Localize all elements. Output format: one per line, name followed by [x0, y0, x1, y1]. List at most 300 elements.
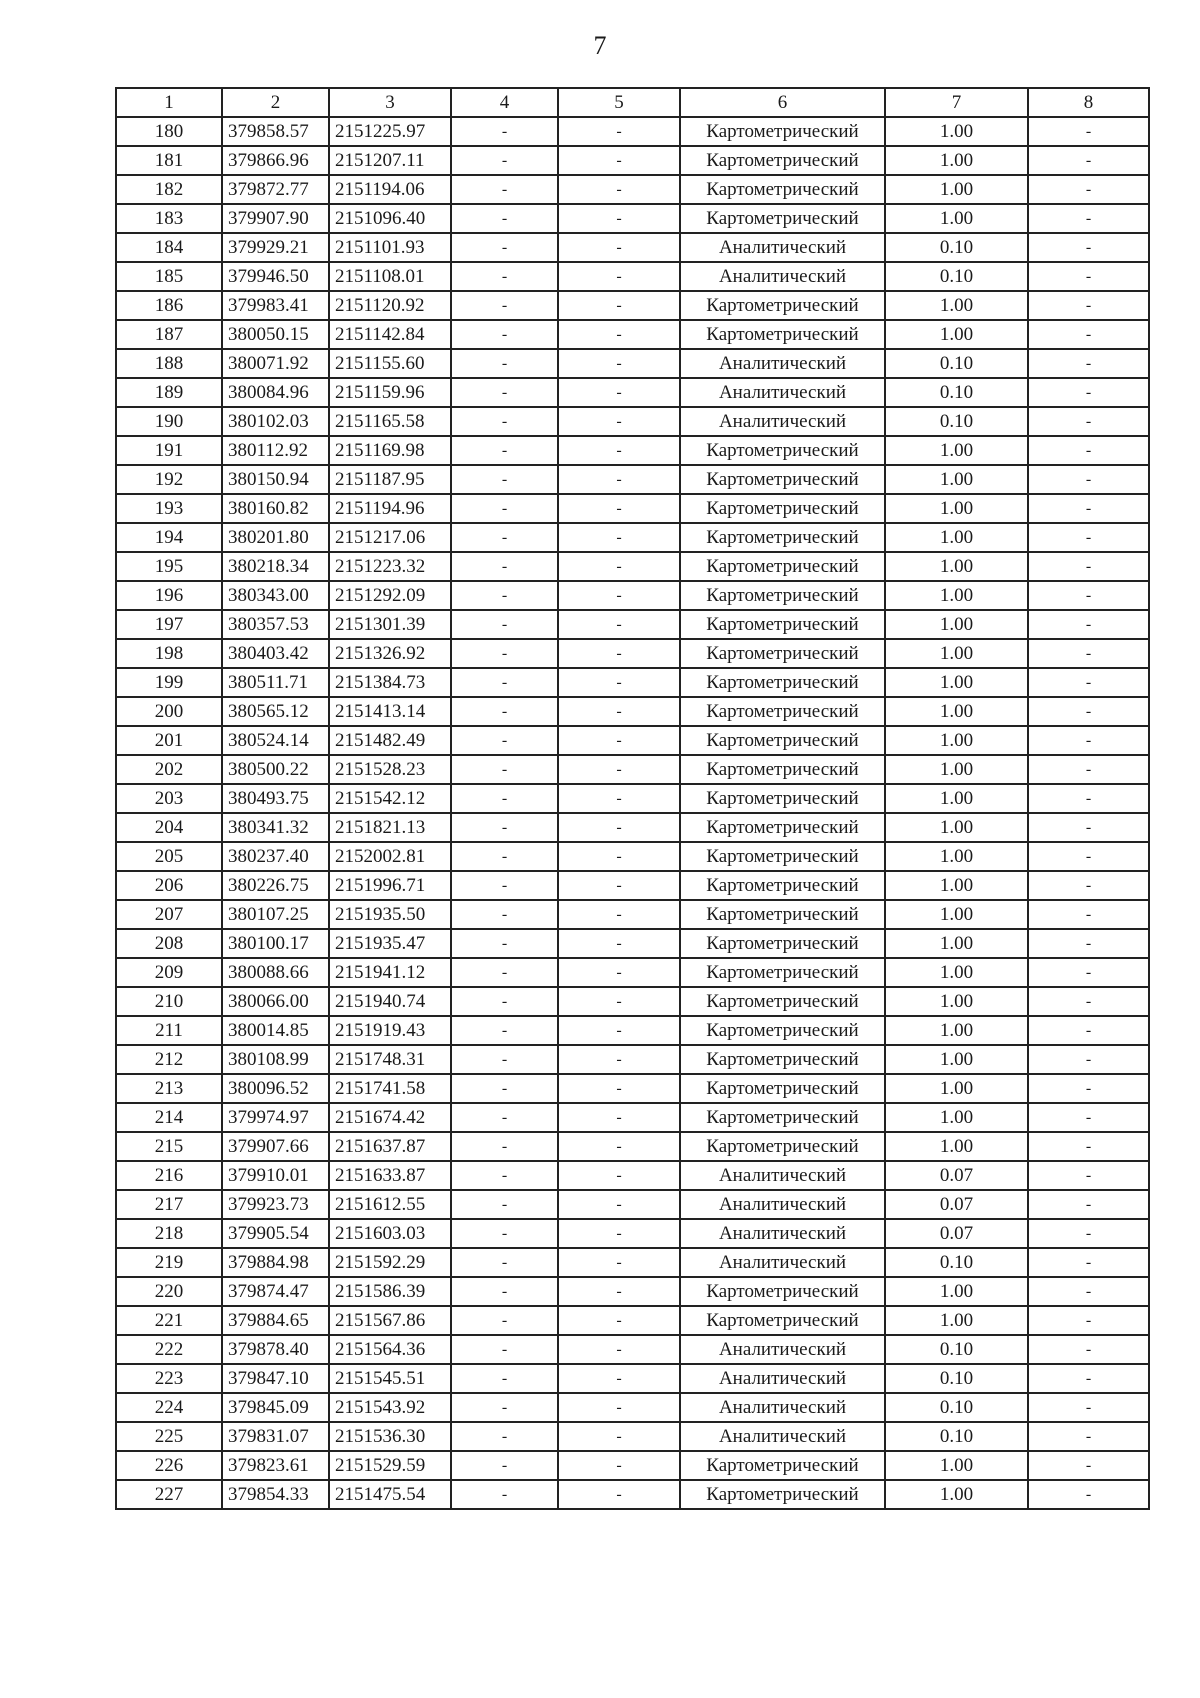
cell-col-4-value: - [451, 552, 558, 581]
cell-col-8-value: - [1028, 1277, 1149, 1306]
cell-accuracy: 0.10 [885, 262, 1028, 291]
cell-point-number: 180 [116, 117, 222, 146]
cell-col-4-value: - [451, 784, 558, 813]
table-row [116, 1335, 1149, 1364]
cell-accuracy: 1.00 [885, 1045, 1028, 1074]
cell-x-coordinate: 380565.12 [222, 697, 329, 726]
table-row [116, 610, 1149, 639]
cell-method: Аналитический [680, 407, 885, 436]
cell-col-4-value: - [451, 407, 558, 436]
cell-x-coordinate: 379854.33 [222, 1480, 329, 1509]
cell-accuracy: 0.10 [885, 1364, 1028, 1393]
table-row [116, 871, 1149, 900]
cell-x-coordinate: 380150.94 [222, 465, 329, 494]
cell-point-number: 218 [116, 1219, 222, 1248]
cell-x-coordinate: 379845.09 [222, 1393, 329, 1422]
cell-col-8-value: - [1028, 958, 1149, 987]
cell-col-5-value: - [558, 378, 680, 407]
cell-col-5-value: - [558, 1277, 680, 1306]
cell-col-8-value: - [1028, 1306, 1149, 1335]
cell-y-coordinate: 2151187.95 [329, 465, 451, 494]
cell-y-coordinate: 2151529.59 [329, 1451, 451, 1480]
cell-col-5-value: - [558, 1393, 680, 1422]
cell-col-5-value: - [558, 1219, 680, 1248]
cell-col-5-value: - [558, 291, 680, 320]
table-row [116, 900, 1149, 929]
table-row [116, 175, 1149, 204]
cell-x-coordinate: 380160.82 [222, 494, 329, 523]
table-row [116, 523, 1149, 552]
cell-col-4-value: - [451, 639, 558, 668]
cell-y-coordinate: 2151207.11 [329, 146, 451, 175]
cell-x-coordinate: 380100.17 [222, 929, 329, 958]
table-row [116, 1132, 1149, 1161]
cell-method: Картометрический [680, 668, 885, 697]
cell-point-number: 184 [116, 233, 222, 262]
cell-col-5-value: - [558, 1103, 680, 1132]
cell-method: Аналитический [680, 1161, 885, 1190]
table-row [116, 233, 1149, 262]
cell-y-coordinate: 2151223.32 [329, 552, 451, 581]
cell-point-number: 215 [116, 1132, 222, 1161]
cell-col-8-value: - [1028, 871, 1149, 900]
cell-y-coordinate: 2151564.36 [329, 1335, 451, 1364]
cell-col-4-value: - [451, 523, 558, 552]
cell-col-5-value: - [558, 1364, 680, 1393]
cell-y-coordinate: 2151326.92 [329, 639, 451, 668]
cell-y-coordinate: 2151748.31 [329, 1045, 451, 1074]
cell-col-8-value: - [1028, 465, 1149, 494]
table-row [116, 204, 1149, 233]
cell-x-coordinate: 379878.40 [222, 1335, 329, 1364]
cell-col-5-value: - [558, 900, 680, 929]
cell-col-4-value: - [451, 842, 558, 871]
page-number: 7 [593, 31, 607, 60]
cell-x-coordinate: 379923.73 [222, 1190, 329, 1219]
cell-col-4-value: - [451, 1335, 558, 1364]
cell-accuracy: 1.00 [885, 581, 1028, 610]
cell-col-5-value: - [558, 842, 680, 871]
cell-col-5-value: - [558, 204, 680, 233]
cell-point-number: 201 [116, 726, 222, 755]
cell-col-4-value: - [451, 958, 558, 987]
cell-point-number: 221 [116, 1306, 222, 1335]
cell-method: Картометрический [680, 1277, 885, 1306]
cell-col-8-value: - [1028, 1190, 1149, 1219]
cell-x-coordinate: 380201.80 [222, 523, 329, 552]
cell-x-coordinate: 379884.65 [222, 1306, 329, 1335]
cell-col-4-value: - [451, 1045, 558, 1074]
table-row [116, 581, 1149, 610]
cell-y-coordinate: 2151108.01 [329, 262, 451, 291]
cell-accuracy: 0.10 [885, 1248, 1028, 1277]
cell-col-8-value: - [1028, 1161, 1149, 1190]
cell-method: Картометрический [680, 1451, 885, 1480]
cell-accuracy: 1.00 [885, 1451, 1028, 1480]
cell-point-number: 200 [116, 697, 222, 726]
cell-x-coordinate: 379866.96 [222, 146, 329, 175]
cell-col-5-value: - [558, 436, 680, 465]
cell-x-coordinate: 380511.71 [222, 668, 329, 697]
cell-x-coordinate: 379905.54 [222, 1219, 329, 1248]
cell-col-4-value: - [451, 1161, 558, 1190]
cell-col-4-value: - [451, 726, 558, 755]
cell-col-4-value: - [451, 465, 558, 494]
table-body [116, 117, 1149, 1509]
cell-col-8-value: - [1028, 610, 1149, 639]
cell-col-8-value: - [1028, 1132, 1149, 1161]
cell-col-5-value: - [558, 755, 680, 784]
cell-accuracy: 1.00 [885, 639, 1028, 668]
cell-point-number: 206 [116, 871, 222, 900]
cell-x-coordinate: 379974.97 [222, 1103, 329, 1132]
cell-method: Картометрический [680, 117, 885, 146]
cell-col-8-value: - [1028, 320, 1149, 349]
table-row [116, 1422, 1149, 1451]
cell-col-5-value: - [558, 610, 680, 639]
cell-accuracy: 1.00 [885, 436, 1028, 465]
cell-accuracy: 1.00 [885, 1480, 1028, 1509]
cell-accuracy: 0.10 [885, 1393, 1028, 1422]
cell-col-4-value: - [451, 900, 558, 929]
cell-col-5-value: - [558, 494, 680, 523]
cell-y-coordinate: 2151586.39 [329, 1277, 451, 1306]
table-row [116, 1393, 1149, 1422]
cell-col-4-value: - [451, 1219, 558, 1248]
cell-col-5-value: - [558, 1161, 680, 1190]
cell-y-coordinate: 2151821.13 [329, 813, 451, 842]
cell-accuracy: 1.00 [885, 1103, 1028, 1132]
table-row [116, 929, 1149, 958]
cell-point-number: 181 [116, 146, 222, 175]
cell-x-coordinate: 379847.10 [222, 1364, 329, 1393]
cell-col-5-value: - [558, 1306, 680, 1335]
cell-method: Картометрический [680, 610, 885, 639]
cell-col-4-value: - [451, 146, 558, 175]
cell-col-8-value: - [1028, 668, 1149, 697]
table-row [116, 697, 1149, 726]
cell-accuracy: 0.07 [885, 1190, 1028, 1219]
cell-y-coordinate: 2151612.55 [329, 1190, 451, 1219]
cell-point-number: 227 [116, 1480, 222, 1509]
cell-point-number: 219 [116, 1248, 222, 1277]
cell-method: Картометрический [680, 842, 885, 871]
cell-col-5-value: - [558, 262, 680, 291]
cell-point-number: 216 [116, 1161, 222, 1190]
cell-point-number: 202 [116, 755, 222, 784]
table-header [116, 88, 1149, 117]
cell-y-coordinate: 2151194.96 [329, 494, 451, 523]
cell-col-5-value: - [558, 117, 680, 146]
cell-y-coordinate: 2151941.12 [329, 958, 451, 987]
cell-y-coordinate: 2151384.73 [329, 668, 451, 697]
cell-col-4-value: - [451, 175, 558, 204]
cell-col-5-value: - [558, 929, 680, 958]
cell-col-4-value: - [451, 813, 558, 842]
table-row [116, 958, 1149, 987]
cell-x-coordinate: 380218.34 [222, 552, 329, 581]
cell-col-5-value: - [558, 726, 680, 755]
cell-col-8-value: - [1028, 1335, 1149, 1364]
table-row [116, 1306, 1149, 1335]
cell-x-coordinate: 380226.75 [222, 871, 329, 900]
cell-x-coordinate: 380343.00 [222, 581, 329, 610]
cell-point-number: 198 [116, 639, 222, 668]
cell-col-5-value: - [558, 639, 680, 668]
cell-col-5-value: - [558, 320, 680, 349]
table-row [116, 494, 1149, 523]
cell-col-8-value: - [1028, 697, 1149, 726]
cell-col-8-value: - [1028, 1422, 1149, 1451]
cell-method: Картометрический [680, 320, 885, 349]
cell-method: Картометрический [680, 697, 885, 726]
cell-y-coordinate: 2151292.09 [329, 581, 451, 610]
cell-method: Картометрический [680, 929, 885, 958]
cell-method: Картометрический [680, 465, 885, 494]
cell-y-coordinate: 2151543.92 [329, 1393, 451, 1422]
cell-accuracy: 1.00 [885, 987, 1028, 1016]
cell-point-number: 224 [116, 1393, 222, 1422]
cell-accuracy: 1.00 [885, 610, 1028, 639]
cell-col-8-value: - [1028, 175, 1149, 204]
cell-accuracy: 1.00 [885, 465, 1028, 494]
cell-col-4-value: - [451, 1277, 558, 1306]
cell-col-5-value: - [558, 1190, 680, 1219]
cell-x-coordinate: 379874.47 [222, 1277, 329, 1306]
cell-y-coordinate: 2151475.54 [329, 1480, 451, 1509]
cell-col-8-value: - [1028, 523, 1149, 552]
cell-col-5-value: - [558, 552, 680, 581]
cell-method: Картометрический [680, 784, 885, 813]
table-row [116, 1364, 1149, 1393]
cell-accuracy: 1.00 [885, 175, 1028, 204]
cell-method: Картометрический [680, 1045, 885, 1074]
cell-col-5-value: - [558, 1132, 680, 1161]
cell-x-coordinate: 380084.96 [222, 378, 329, 407]
cell-point-number: 226 [116, 1451, 222, 1480]
table-row [116, 436, 1149, 465]
table-row [116, 378, 1149, 407]
cell-y-coordinate: 2151996.71 [329, 871, 451, 900]
table-row [116, 813, 1149, 842]
cell-method: Картометрический [680, 1074, 885, 1103]
cell-point-number: 213 [116, 1074, 222, 1103]
cell-col-8-value: - [1028, 494, 1149, 523]
cell-col-5-value: - [558, 668, 680, 697]
cell-accuracy: 0.10 [885, 1422, 1028, 1451]
cell-col-8-value: - [1028, 1045, 1149, 1074]
cell-point-number: 192 [116, 465, 222, 494]
cell-accuracy: 1.00 [885, 929, 1028, 958]
cell-method: Картометрический [680, 494, 885, 523]
cell-point-number: 196 [116, 581, 222, 610]
table-row [116, 1190, 1149, 1219]
cell-col-4-value: - [451, 1306, 558, 1335]
cell-point-number: 199 [116, 668, 222, 697]
cell-accuracy: 1.00 [885, 842, 1028, 871]
cell-accuracy: 1.00 [885, 755, 1028, 784]
cell-x-coordinate: 380403.42 [222, 639, 329, 668]
cell-col-4-value: - [451, 929, 558, 958]
cell-point-number: 183 [116, 204, 222, 233]
cell-x-coordinate: 380050.15 [222, 320, 329, 349]
cell-y-coordinate: 2151536.30 [329, 1422, 451, 1451]
cell-point-number: 211 [116, 1016, 222, 1045]
table-row [116, 1103, 1149, 1132]
cell-accuracy: 0.10 [885, 378, 1028, 407]
cell-col-5-value: - [558, 1074, 680, 1103]
cell-x-coordinate: 379858.57 [222, 117, 329, 146]
table-row [116, 842, 1149, 871]
cell-y-coordinate: 2151633.87 [329, 1161, 451, 1190]
cell-accuracy: 1.00 [885, 1132, 1028, 1161]
cell-col-4-value: - [451, 1393, 558, 1422]
cell-col-5-value: - [558, 1480, 680, 1509]
table-row [116, 755, 1149, 784]
cell-method: Картометрический [680, 436, 885, 465]
cell-y-coordinate: 2151741.58 [329, 1074, 451, 1103]
cell-accuracy: 1.00 [885, 726, 1028, 755]
cell-method: Картометрический [680, 146, 885, 175]
cell-col-5-value: - [558, 813, 680, 842]
cell-col-8-value: - [1028, 900, 1149, 929]
cell-x-coordinate: 380500.22 [222, 755, 329, 784]
cell-y-coordinate: 2151301.39 [329, 610, 451, 639]
table-row [116, 465, 1149, 494]
cell-x-coordinate: 380357.53 [222, 610, 329, 639]
cell-method: Аналитический [680, 233, 885, 262]
cell-method: Картометрический [680, 755, 885, 784]
cell-col-4-value: - [451, 1451, 558, 1480]
table-row [116, 1248, 1149, 1277]
cell-col-5-value: - [558, 233, 680, 262]
cell-point-number: 220 [116, 1277, 222, 1306]
cell-y-coordinate: 2151142.84 [329, 320, 451, 349]
cell-col-5-value: - [558, 407, 680, 436]
cell-accuracy: 0.07 [885, 1219, 1028, 1248]
header-col-7: 7 [885, 88, 1028, 117]
cell-y-coordinate: 2151542.12 [329, 784, 451, 813]
cell-x-coordinate: 379884.98 [222, 1248, 329, 1277]
cell-x-coordinate: 379910.01 [222, 1161, 329, 1190]
cell-method: Картометрический [680, 291, 885, 320]
cell-method: Картометрический [680, 523, 885, 552]
cell-col-5-value: - [558, 784, 680, 813]
table-row [116, 987, 1149, 1016]
header-col-5: 5 [558, 88, 680, 117]
cell-point-number: 204 [116, 813, 222, 842]
cell-col-5-value: - [558, 1451, 680, 1480]
header-col-4: 4 [451, 88, 558, 117]
cell-x-coordinate: 380108.99 [222, 1045, 329, 1074]
cell-col-4-value: - [451, 1103, 558, 1132]
cell-col-8-value: - [1028, 1248, 1149, 1277]
cell-col-5-value: - [558, 987, 680, 1016]
cell-method: Картометрический [680, 1016, 885, 1045]
cell-col-8-value: - [1028, 1393, 1149, 1422]
cell-point-number: 187 [116, 320, 222, 349]
cell-col-5-value: - [558, 581, 680, 610]
cell-accuracy: 1.00 [885, 117, 1028, 146]
header-col-6: 6 [680, 88, 885, 117]
cell-y-coordinate: 2151545.51 [329, 1364, 451, 1393]
cell-y-coordinate: 2151217.06 [329, 523, 451, 552]
cell-y-coordinate: 2151096.40 [329, 204, 451, 233]
table-row [116, 1219, 1149, 1248]
table-row [116, 784, 1149, 813]
cell-method: Аналитический [680, 1393, 885, 1422]
cell-col-4-value: - [451, 1364, 558, 1393]
cell-x-coordinate: 380088.66 [222, 958, 329, 987]
table-row [116, 668, 1149, 697]
table-row [116, 552, 1149, 581]
cell-x-coordinate: 379946.50 [222, 262, 329, 291]
cell-point-number: 225 [116, 1422, 222, 1451]
cell-col-8-value: - [1028, 755, 1149, 784]
cell-method: Картометрический [680, 871, 885, 900]
cell-col-5-value: - [558, 1248, 680, 1277]
cell-x-coordinate: 380071.92 [222, 349, 329, 378]
cell-col-5-value: - [558, 871, 680, 900]
cell-accuracy: 1.00 [885, 494, 1028, 523]
cell-accuracy: 1.00 [885, 204, 1028, 233]
cell-col-5-value: - [558, 1045, 680, 1074]
cell-col-5-value: - [558, 1016, 680, 1045]
cell-col-4-value: - [451, 987, 558, 1016]
cell-col-5-value: - [558, 1335, 680, 1364]
cell-x-coordinate: 379872.77 [222, 175, 329, 204]
table-row [116, 146, 1149, 175]
cell-method: Картометрический [680, 1103, 885, 1132]
cell-col-5-value: - [558, 146, 680, 175]
table-row [116, 291, 1149, 320]
cell-point-number: 193 [116, 494, 222, 523]
cell-x-coordinate: 380107.25 [222, 900, 329, 929]
cell-accuracy: 0.10 [885, 349, 1028, 378]
cell-col-8-value: - [1028, 784, 1149, 813]
table-row [116, 1451, 1149, 1480]
coordinates-table [115, 87, 1150, 1510]
cell-accuracy: 1.00 [885, 958, 1028, 987]
cell-y-coordinate: 2151935.50 [329, 900, 451, 929]
cell-col-8-value: - [1028, 233, 1149, 262]
header-col-1: 1 [116, 88, 222, 117]
cell-col-4-value: - [451, 871, 558, 900]
cell-accuracy: 1.00 [885, 871, 1028, 900]
cell-col-8-value: - [1028, 1103, 1149, 1132]
cell-accuracy: 0.07 [885, 1161, 1028, 1190]
cell-accuracy: 0.10 [885, 407, 1028, 436]
cell-method: Картометрический [680, 581, 885, 610]
cell-method: Аналитический [680, 1248, 885, 1277]
cell-col-4-value: - [451, 1132, 558, 1161]
table-row [116, 1277, 1149, 1306]
cell-col-4-value: - [451, 349, 558, 378]
cell-col-4-value: - [451, 755, 558, 784]
cell-x-coordinate: 380102.03 [222, 407, 329, 436]
table-row [116, 1480, 1149, 1509]
cell-x-coordinate: 380493.75 [222, 784, 329, 813]
cell-col-8-value: - [1028, 726, 1149, 755]
cell-method: Аналитический [680, 1219, 885, 1248]
cell-method: Картометрический [680, 175, 885, 204]
cell-y-coordinate: 2151919.43 [329, 1016, 451, 1045]
cell-accuracy: 1.00 [885, 1074, 1028, 1103]
cell-col-4-value: - [451, 204, 558, 233]
cell-accuracy: 1.00 [885, 784, 1028, 813]
table-row [116, 407, 1149, 436]
cell-y-coordinate: 2151935.47 [329, 929, 451, 958]
